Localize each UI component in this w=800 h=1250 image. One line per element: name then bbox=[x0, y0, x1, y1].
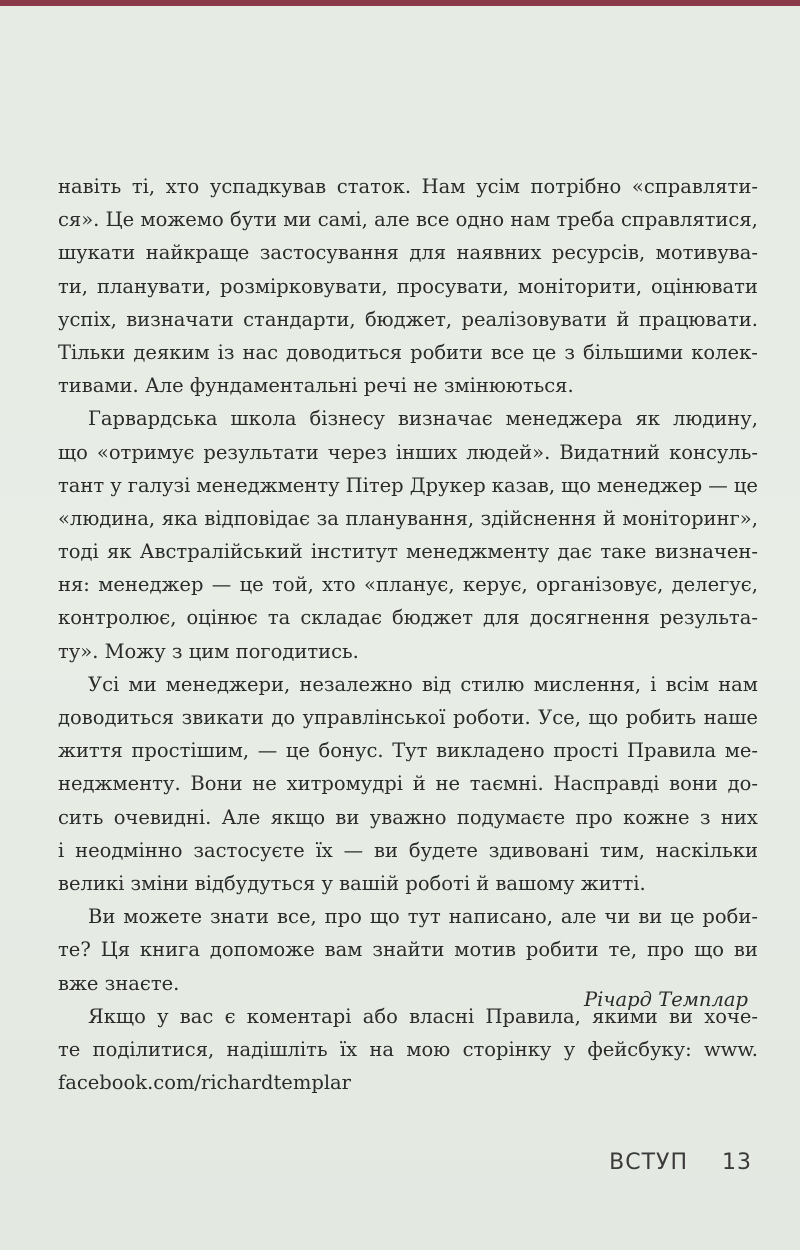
text-line: тоді як Австралійський інститут менеджменту дає таке визначен- bbox=[58, 540, 758, 564]
text-line: ня: менеджер — це той, хто «планує, керує, організовує, делегує, bbox=[58, 573, 758, 597]
text-line: ту». Можу з цим погодитись. bbox=[58, 639, 359, 663]
page-number: 13 bbox=[722, 1150, 752, 1175]
text-line: Гарвардська школа бізнесу визначає менеджера як людину, bbox=[88, 407, 758, 431]
text-line: Якщо у вас є коментарі або власні Правила, якими ви хоче- bbox=[88, 1004, 758, 1028]
text-line: успіх, визначати стандарти, бюджет, реалізовувати й працювати. bbox=[58, 307, 758, 331]
text-line: що «отримує результати через інших людей». Видатний консуль- bbox=[58, 440, 758, 464]
text-line: великі зміни відбудуться у вашій роботі й вашому житті. bbox=[58, 871, 646, 895]
text-line: доводиться звикати до управлінської роботи. Усе, що робить наше bbox=[58, 706, 758, 729]
text-line: сить очевидні. Але якщо ви уважно подумаєте про кожне з них bbox=[58, 805, 758, 829]
page-footer bbox=[609, 1150, 752, 1175]
text-line: тивами. Але фундаментальні речі не змінюються. bbox=[58, 374, 574, 398]
section-title: ВСТУП bbox=[609, 1150, 688, 1175]
text-line: «людина, яка відповідає за планування, здійснення й моніторинг», bbox=[58, 506, 758, 530]
text-line: навіть ті, хто успадкував статок. Нам усім потрібно «справляти- bbox=[58, 175, 758, 198]
text-line: Тільки деяким із нас доводиться робити все це з більшими колек- bbox=[58, 340, 758, 364]
author-signature: Річард Темплар bbox=[584, 988, 748, 1011]
text-line: facebook.com/richardtemplar bbox=[58, 1071, 352, 1095]
text-line: те? Ця книга допоможе вам знайти мотив робити те, про що ви bbox=[58, 938, 758, 962]
text-line: життя простішим, — це бонус. Тут викладено прості Правила ме- bbox=[58, 739, 758, 763]
text-line: вже знаєте. bbox=[58, 971, 180, 995]
text-line: ти, планувати, розмірковувати, просувати, моніторити, оцінювати bbox=[58, 274, 758, 298]
text-line: те поділитися, надішліть їх на мою сторінку у фейсбуку: www. bbox=[58, 1037, 758, 1061]
text-line: ся». Це можемо бути ми самі, але все одно нам треба справлятися, bbox=[58, 208, 758, 232]
text-line: Ви можете знати все, про що тут написано, але чи ви це роби- bbox=[88, 905, 758, 929]
text-line: шукати найкраще застосування для наявних ресурсів, мотивува- bbox=[58, 241, 758, 265]
text-line: неджменту. Вони не хитромудрі й не таємні. Насправді вони до- bbox=[58, 772, 758, 796]
text-line: тант у галузі менеджменту Пітер Друкер казав, що менеджер — це bbox=[58, 473, 758, 497]
text-line: Усі ми менеджери, незалежно від стилю мислення, і всім нам bbox=[88, 672, 758, 696]
text-line: контролює, оцінює та складає бюджет для досягнення результа- bbox=[58, 606, 758, 630]
body-text bbox=[58, 170, 758, 1099]
text-line: і неодмінно застосуєте їх — ви будете здивовані тим, наскільки bbox=[58, 838, 758, 862]
